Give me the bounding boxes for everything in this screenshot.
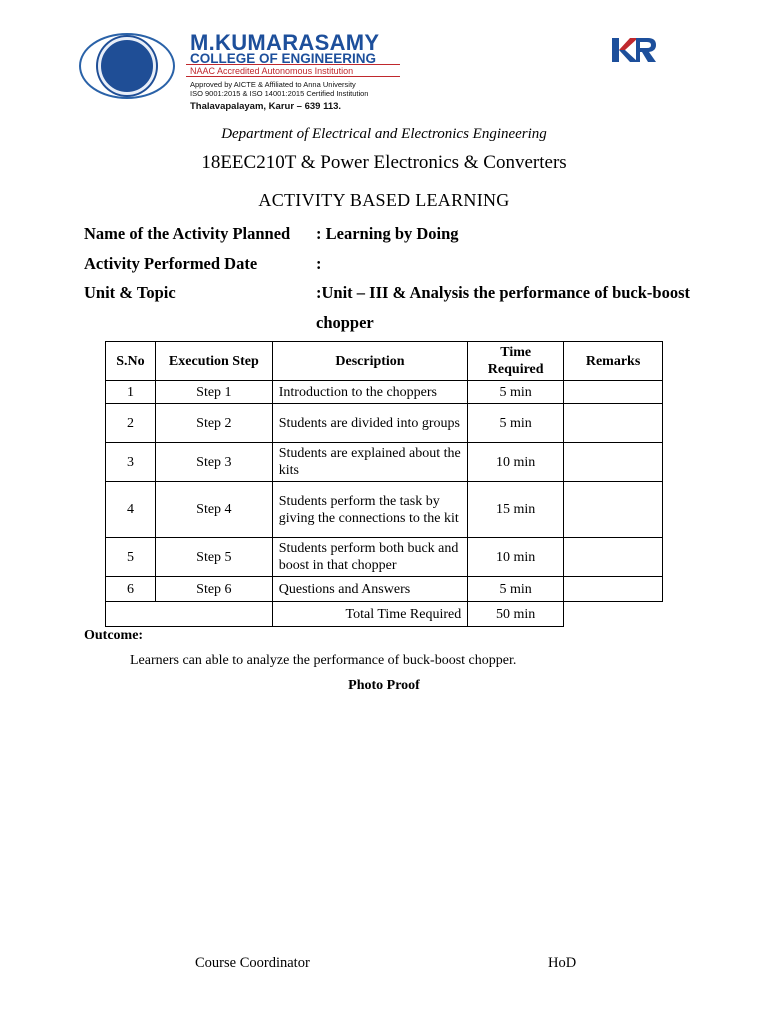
college-address: Thalavapalayam, Karur – 639 113. (190, 101, 342, 112)
header-execution-step: Execution Step (155, 342, 272, 381)
seal-emblem-icon (98, 37, 156, 95)
cell-remarks (564, 381, 663, 404)
course-title: 18EEC210T & Power Electronics & Converters (201, 152, 567, 173)
table-header-row (106, 342, 663, 381)
college-approval (190, 80, 368, 98)
cell-sno: 5 (106, 538, 156, 577)
unit-value-line-1: :Unit – III & Analysis the performance of buck-boost (316, 283, 691, 302)
table-row (106, 404, 663, 443)
table-row (106, 538, 663, 577)
cell-time: 15 min (468, 482, 564, 538)
cell-sno: 3 (106, 443, 156, 482)
hod-signature: HoD (548, 955, 577, 971)
unit-label: Unit & Topic (84, 283, 176, 302)
total-value: 50 min (468, 602, 564, 627)
cell-time: 5 min (468, 577, 564, 602)
cell-sno: 4 (106, 482, 156, 538)
header-time-line-1: Time (500, 345, 532, 360)
table-row (106, 443, 663, 482)
college-name: M.KUMARASAMY (190, 30, 380, 55)
cell-description: Students perform the task by giving the connections to the kit (272, 482, 467, 538)
cell-step: Step 2 (155, 404, 272, 443)
header-sno: S.No (106, 342, 156, 381)
cell-step: Step 5 (155, 538, 272, 577)
activity-steps-table (105, 341, 663, 627)
cell-time: 5 min (468, 404, 564, 443)
cell-time: 10 min (468, 538, 564, 577)
cell-description: Questions and Answers (272, 577, 467, 602)
cell-step: Step 1 (155, 381, 272, 404)
table-row (106, 482, 663, 538)
cell-remarks (564, 404, 663, 443)
cell-remarks (564, 538, 663, 577)
total-label: Total Time Required (272, 602, 467, 627)
cell-time: 5 min (468, 381, 564, 404)
kr-logo-icon (610, 36, 658, 64)
cell-description: Introduction to the choppers (272, 381, 467, 404)
date-value: : (316, 254, 322, 273)
cell-sno: 1 (106, 381, 156, 404)
document-title: ACTIVITY BASED LEARNING (258, 190, 510, 210)
table-total-row (106, 602, 663, 627)
cell-sno: 6 (106, 577, 156, 602)
cell-step: Step 6 (155, 577, 272, 602)
outcome-heading: Outcome: (84, 628, 144, 643)
cell-description: Students are explained about the kits (272, 443, 467, 482)
college-seal-logo (79, 33, 175, 99)
cell-remarks (564, 482, 663, 538)
header-time-line-2: Required (487, 362, 544, 377)
table-row (106, 577, 663, 602)
date-label: Activity Performed Date (84, 254, 258, 273)
cell-time: 10 min (468, 443, 564, 482)
college-subtitle: COLLEGE OF ENGINEERING (190, 51, 377, 66)
approval-line-1: Approved by AICTE & Affiliated to Anna University (190, 80, 356, 89)
total-empty-cell (106, 602, 273, 627)
cell-description: Students perform both buck and boost in that chopper (272, 538, 467, 577)
activity-label: Name of the Activity Planned (84, 224, 291, 243)
outcome-text: Learners can able to analyze the performance of buck-boost chopper. (130, 653, 517, 668)
cell-sno: 2 (106, 404, 156, 443)
table-row (106, 381, 663, 404)
cell-remarks (564, 577, 663, 602)
naac-accreditation: NAAC Accredited Autonomous Institution (186, 64, 400, 77)
cell-step: Step 3 (155, 443, 272, 482)
cell-description: Students are divided into groups (272, 404, 467, 443)
total-blank (564, 602, 663, 627)
activity-value: : Learning by Doing (316, 224, 459, 243)
department-title: Department of Electrical and Electronics Engineering (221, 126, 547, 142)
cell-step: Step 4 (155, 482, 272, 538)
course-coordinator-signature: Course Coordinator (195, 955, 310, 971)
approval-line-2: ISO 9001:2015 & ISO 14001:2015 Certified Institution (190, 89, 369, 98)
cell-remarks (564, 443, 663, 482)
header-description: Description (272, 342, 467, 381)
unit-value-line-2: chopper (316, 313, 374, 332)
header-time-required (468, 342, 564, 381)
header-remarks: Remarks (564, 342, 663, 381)
photo-proof-heading: Photo Proof (348, 678, 420, 693)
